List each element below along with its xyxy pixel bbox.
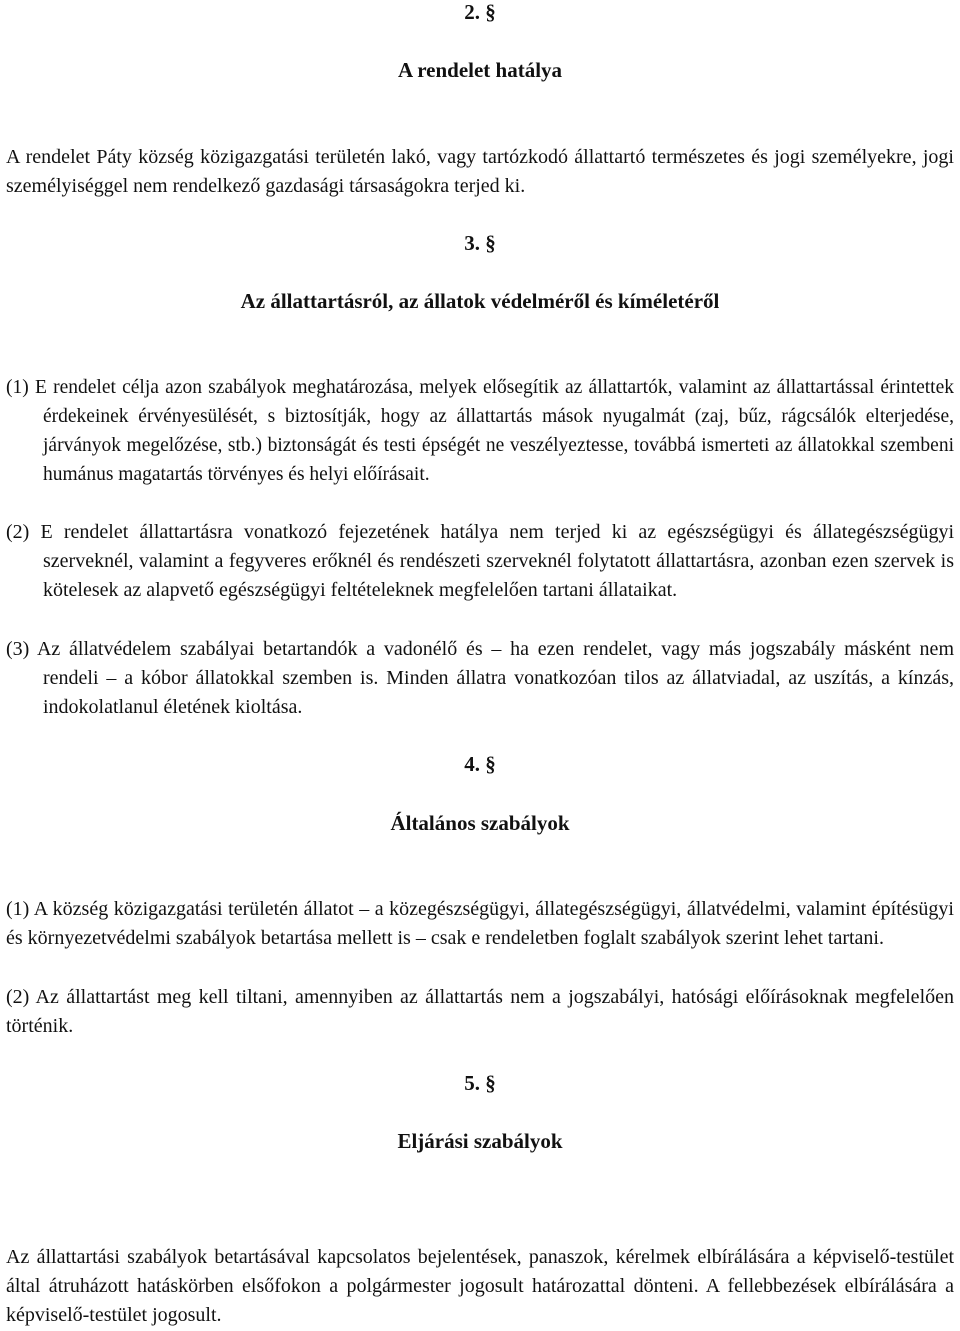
section-2-paragraph: A rendelet Páty község közigazgatási területén lakó, vagy tartózkodó állattartó természetes és jogi személyekre, jogi személyiséggel nem rendelkező gazdasági társaságokra terjed ki. <box>6 146 954 197</box>
section-4-paragraph-2: (2) Az állattartást meg kell tiltani, amennyiben az állattartás nem a jogszabályi, hatósági előírásoknak megfelelően történik. <box>6 986 954 1037</box>
section-5-number: 5. § <box>464 1071 496 1095</box>
section-4-paragraph-1: (1) A község közigazgatási területén állatot – a közegészségügyi, állategészségügyi, állatvédelmi, valamint építésügyi és környezetvédelmi szabályok betartása mellett is – csak e rendeletben foglalt szabályok szerint lehet tartani. <box>6 898 954 949</box>
section-5-title: Eljárási szabályok <box>397 1129 563 1153</box>
section-2-title: A rendelet hatálya <box>397 58 563 82</box>
section-2-number: 2. § <box>464 0 496 24</box>
section-3-paragraph-2: (2) E rendelet állattartásra vonatkozó fejezetének hatálya nem terjed ki az egészségügyi és állategészségügyi szerveknél, valamint a fegyveres erőknél és rendészeti szerveknél folytatott állattartásra, azonban ezen szervek is kötelesek az alapvető egészségügyi feltételeknek megfelelően tartani állataikat. <box>6 521 954 601</box>
section-4-title: Általános szabályok <box>390 811 570 835</box>
section-3-title: Az állattartásról, az állatok védelméről és kíméletéről <box>240 289 720 313</box>
section-4-number: 4. § <box>464 752 496 776</box>
section-3-paragraph-3: (3) Az állatvédelem szabályai betartandók a vadonélő és – ha ezen rendelet, vagy más jogszabály másként nem rendeli – a kóbor állatokkal szemben is. Minden állatra vonatkozóan tilos az állatviadal, az uszítás, a kínzás, indokolatlanul életének kioltása. <box>6 638 954 718</box>
section-3-number: 3. § <box>464 231 496 255</box>
section-5-paragraph: Az állattartási szabályok betartásával kapcsolatos bejelentések, panaszok, kérelmek elbírálására a képviselő-testület által átruházott hatáskörben elsőfokon a polgármester jogosult határozattal dönteni. A fellebbezések elbírálására a képviselő-testület jogosult. <box>6 1246 954 1326</box>
section-3-paragraph-1: (1) E rendelet célja azon szabályok meghatározása, melyek elősegítik az állattartók, valamint az állattartással érintettek érdekeinek érvényesülését, s biztosítják, hogy az állattartás mások nyugalmát (zaj, bűz, rágcsálók elterjedése, járványok megelőzése, stb.) biztonságát és testi épségét ne veszélyeztesse, továbbá ismerteti az állatokkal szembeni humánus magatartás törvényes és helyi előírásait. <box>6 377 954 485</box>
